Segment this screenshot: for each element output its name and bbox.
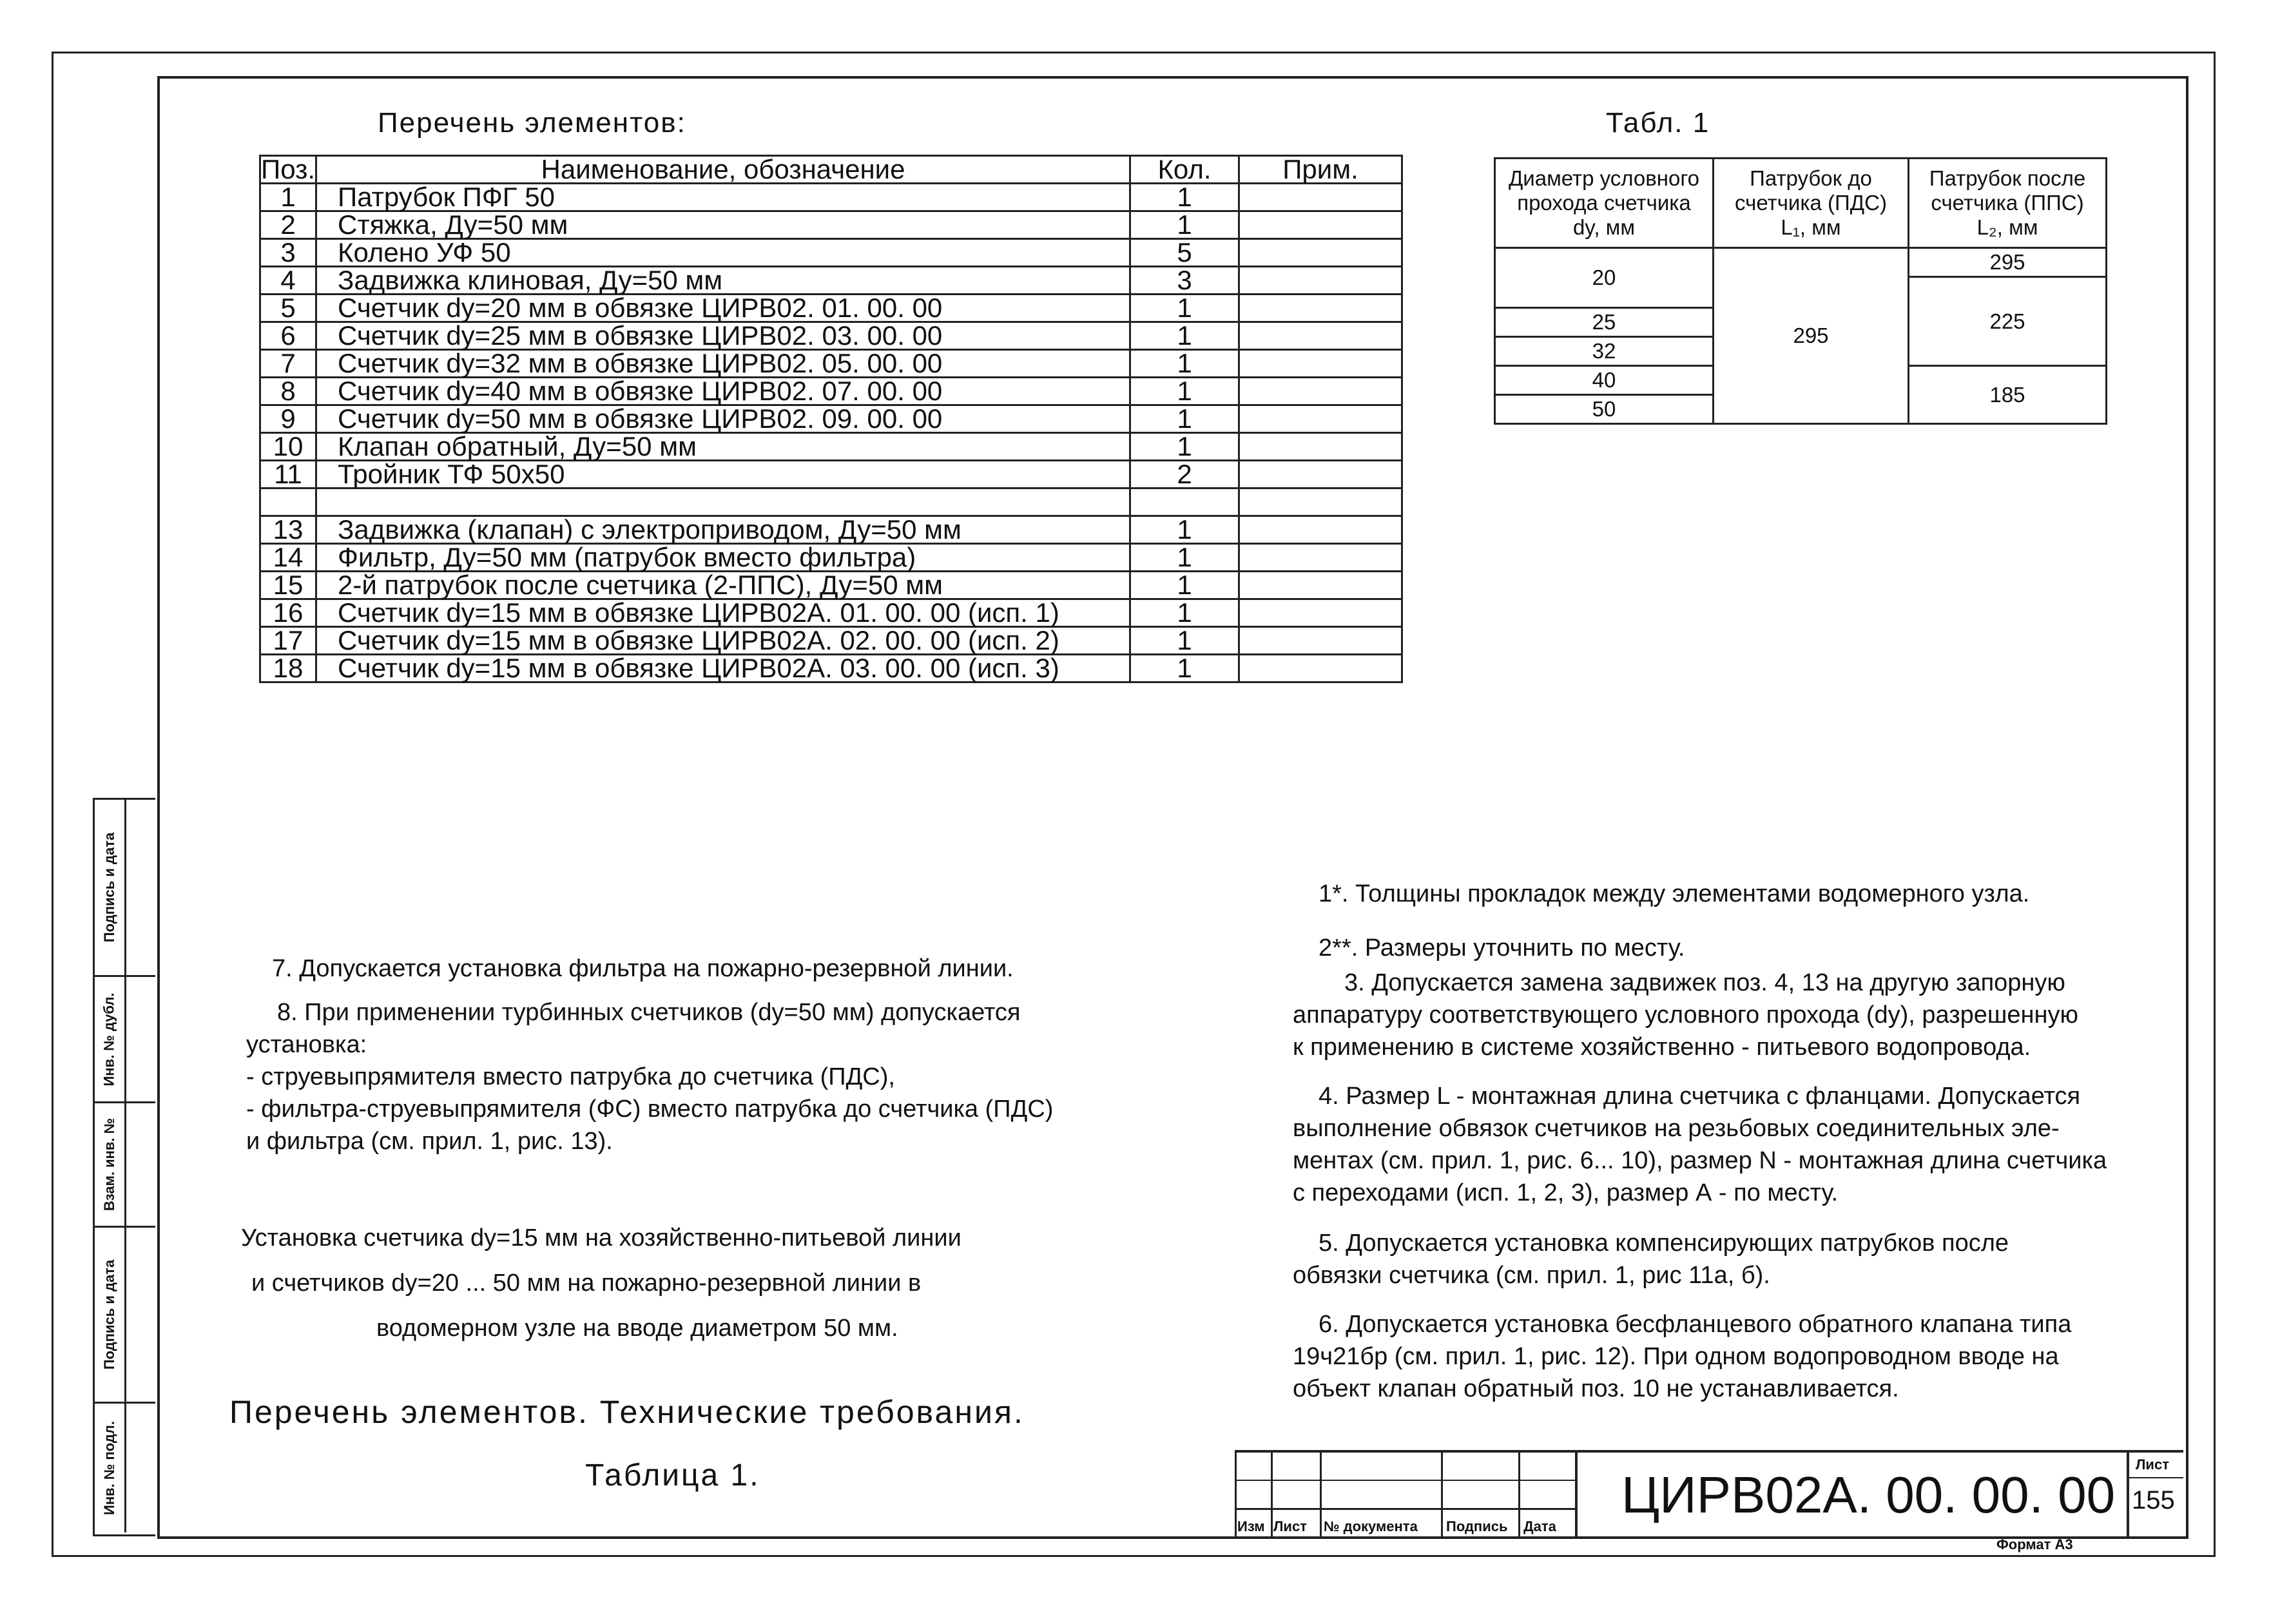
cell-qty: 1 <box>1130 572 1239 599</box>
t1-l1-cell: 295 <box>1714 248 1909 424</box>
note-8-line: и фильтра (см. прил. 1, рис. 13). <box>246 1128 613 1155</box>
table-row <box>260 295 1402 322</box>
cell-qty: 1 <box>1130 405 1239 433</box>
table-row <box>260 239 1402 267</box>
t1-dy-cell: 40 <box>1495 366 1714 395</box>
drawing-designation: ЦИРВ02А. 00. 00. 00 <box>1621 1466 2116 1523</box>
elements-heading: Перечень элементов: <box>378 107 686 139</box>
cell-pos: 7 <box>260 350 316 378</box>
cell-pos: 2 <box>260 211 316 239</box>
cell-qty: 1 <box>1130 184 1239 211</box>
stamp-caption: № документа <box>1324 1518 1418 1534</box>
t1-l2-cell: 225 <box>1909 277 2107 366</box>
note-8-line: - струевыпрямителя вместо патрубка до счетчика (ПДС), <box>246 1063 895 1090</box>
cell-name: Стяжка, Ду=50 мм <box>316 211 1130 239</box>
cell-pos: 15 <box>260 572 316 599</box>
table-row <box>260 405 1402 433</box>
cell-name: Задвижка клиновая, Ду=50 мм <box>316 267 1130 295</box>
footer-title: Перечень элементов. Технические требования. <box>229 1394 1025 1430</box>
table-row <box>260 599 1402 627</box>
note-6-line: объект клапан обратный поз. 10 не устанавливается. <box>1293 1375 1899 1402</box>
cell-name: Фильтр, Ду=50 мм (патрубок вместо фильтра) <box>316 544 1130 572</box>
cell-note <box>1239 627 1402 655</box>
note-4-line: выполнение обвязок счетчиков на резьбовых соединительных эле- <box>1293 1115 2060 1142</box>
cell-name: Счетчик dy=20 мм в обвязке ЦИРВ02. 01. 00. 00 <box>316 295 1130 322</box>
header-qty: Кол. <box>1130 156 1239 184</box>
cell-name: Счетчик dy=15 мм в обвязке ЦИРВ02А. 01. 00. 00 (исп. 1) <box>316 599 1130 627</box>
cell-name: Счетчик dy=32 мм в обвязке ЦИРВ02. 05. 00. 00 <box>316 350 1130 378</box>
cell-qty: 1 <box>1130 433 1239 461</box>
stamp-caption: Дата <box>1523 1518 1556 1534</box>
table-row <box>260 433 1402 461</box>
cell-note <box>1239 295 1402 322</box>
table-row <box>260 322 1402 350</box>
table-row <box>260 544 1402 572</box>
note-5: 5. Допускается установка компенсирующих патрубков после <box>1319 1230 2009 1257</box>
table-row <box>260 516 1402 544</box>
side-cell-inv-podl <box>95 1404 155 1532</box>
header-note: Прим. <box>1239 156 1402 184</box>
cell-qty: 2 <box>1130 461 1239 488</box>
cell-note <box>1239 655 1402 682</box>
note-8-line: установка: <box>246 1031 367 1058</box>
cell-name: Счетчик dy=40 мм в обвязке ЦИРВ02. 07. 00. 00 <box>316 378 1130 405</box>
note-6-line: 19ч21бр (см. прил. 1, рис. 12). При одном водопроводном вводе на <box>1293 1343 2059 1370</box>
cell-note <box>1239 322 1402 350</box>
caption-line: и счетчиков dy=20 ... 50 мм на пожарно-резервной линии в <box>251 1270 922 1297</box>
side-label: Подпись и дата <box>101 1259 117 1370</box>
note-8: 8. При применении турбинных счетчиков (dy=50 мм) допускается <box>277 999 1021 1026</box>
cell-note <box>1239 433 1402 461</box>
cell-pos <box>260 488 316 516</box>
cell-name: Счетчик dy=15 мм в обвязке ЦИРВ02А. 02. 00. 00 (исп. 2) <box>316 627 1130 655</box>
table-row <box>260 267 1402 295</box>
cell-note <box>1239 572 1402 599</box>
cell-note <box>1239 350 1402 378</box>
cell-name: Клапан обратный, Ду=50 мм <box>316 433 1130 461</box>
cell-note <box>1239 211 1402 239</box>
footer-subtitle: Таблица 1. <box>585 1458 760 1493</box>
paper-format: Формат А3 <box>1996 1536 2073 1552</box>
caption-line: водомерном узле на вводе диаметром 50 мм. <box>376 1315 898 1342</box>
sheet-label: Лист <box>2136 1456 2169 1473</box>
cell-note <box>1239 599 1402 627</box>
cell-name: Колено УФ 50 <box>316 239 1130 267</box>
stamp-caption: Лист <box>1273 1518 1307 1534</box>
cell-pos: 6 <box>260 322 316 350</box>
side-label: Взам. инв. № <box>101 1117 118 1212</box>
table-row <box>260 378 1402 405</box>
cell-qty: 1 <box>1130 322 1239 350</box>
cell-qty: 1 <box>1130 378 1239 405</box>
t1-header-l2: Патрубок после счетчика (ППС) L₂, мм <box>1909 159 2107 248</box>
cell-pos: 1 <box>260 184 316 211</box>
cell-pos: 16 <box>260 599 316 627</box>
table1-header <box>1495 159 2107 248</box>
header-pos: Поз. <box>261 154 315 184</box>
table-row <box>260 627 1402 655</box>
cell-name: Счетчик dy=25 мм в обвязке ЦИРВ02. 03. 00. 00 <box>316 322 1130 350</box>
side-label: Инв. № дубл. <box>101 992 117 1087</box>
cell-pos: 5 <box>260 295 316 322</box>
cell-pos: 10 <box>260 433 316 461</box>
cell-qty: 1 <box>1130 295 1239 322</box>
cell-pos: 13 <box>260 516 316 544</box>
cell-name: Тройник ТФ 50х50 <box>316 461 1130 488</box>
cell-pos: 9 <box>260 405 316 433</box>
cell-note <box>1239 405 1402 433</box>
t1-header-diameter: Диаметр условного прохода счетчика dy, мм <box>1495 159 1714 248</box>
note-3: 3. Допускается замена задвижек поз. 4, 13 на другую запорную <box>1344 969 2065 996</box>
cell-name: Счетчик dy=50 мм в обвязке ЦИРВ02. 09. 00. 00 <box>316 405 1130 433</box>
table-row <box>260 461 1402 488</box>
cell-note <box>1239 461 1402 488</box>
table-1 <box>1494 157 2107 425</box>
table-row <box>260 655 1402 682</box>
cell-name: Задвижка (клапан) с электроприводом, Ду=50 мм <box>316 516 1130 544</box>
sheet-number: 155 <box>2132 1486 2175 1514</box>
table1-heading: Табл. 1 <box>1606 107 1710 139</box>
cell-name: Счетчик dy=15 мм в обвязке ЦИРВ02А. 03. 00. 00 (исп. 3) <box>316 655 1130 682</box>
cell-pos: 14 <box>260 544 316 572</box>
cell-qty: 1 <box>1130 211 1239 239</box>
side-cell-sign-date <box>95 800 155 977</box>
cell-qty: 1 <box>1130 599 1239 627</box>
cell-qty: 5 <box>1130 239 1239 267</box>
t1-dy-cell: 32 <box>1495 337 1714 366</box>
cell-note <box>1239 544 1402 572</box>
cell-qty <box>1130 488 1239 516</box>
cell-pos: 3 <box>260 239 316 267</box>
note-4: 4. Размер L - монтажная длина счетчика с фланцами. Допускается <box>1319 1083 2081 1110</box>
note-3-line: аппаратуру соответствующего условного прохода (dy), разрешенную <box>1293 1001 2079 1029</box>
cell-note <box>1239 516 1402 544</box>
cell-note <box>1239 378 1402 405</box>
table-row <box>260 211 1402 239</box>
note-4-line: с переходами (исп. 1, 2, 3), размер А - по месту. <box>1293 1179 1839 1206</box>
cell-pos: 8 <box>260 378 316 405</box>
cell-note <box>1239 267 1402 295</box>
table-row <box>260 350 1402 378</box>
note-8-line: - фильтра-струевыпрямителя (ФС) вместо патрубка до счетчика (ПДС) <box>246 1096 1054 1123</box>
cell-name: 2-й патрубок после счетчика (2-ППС), Ду=50 мм <box>316 572 1130 599</box>
side-label: Подпись и дата <box>101 832 117 943</box>
header-name: Наименование, обозначение <box>316 156 1130 184</box>
title-block <box>1235 1450 2183 1536</box>
cell-name <box>316 488 1130 516</box>
side-cell-inv-dubl <box>95 977 155 1103</box>
cell-pos: 4 <box>260 267 316 295</box>
cell-pos: 17 <box>260 627 316 655</box>
table-row <box>260 572 1402 599</box>
table-row <box>260 488 1402 516</box>
cell-qty: 1 <box>1130 544 1239 572</box>
cell-qty: 1 <box>1130 655 1239 682</box>
caption-line: Установка счетчика dy=15 мм на хозяйственно-питьевой линии <box>241 1224 961 1252</box>
cell-note <box>1239 239 1402 267</box>
cell-qty: 1 <box>1130 350 1239 378</box>
note-1: 1*. Толщины прокладок между элементами водомерного узла. <box>1319 880 2030 907</box>
stamp-caption: Подпись <box>1446 1518 1508 1534</box>
note-4-line: ментах (см. прил. 1, рис. 6... 10), размер N - монтажная длина счетчика <box>1293 1147 2107 1174</box>
cell-pos: 18 <box>260 655 316 682</box>
table-row <box>260 184 1402 211</box>
cell-note <box>1239 488 1402 516</box>
cell-qty: 3 <box>1130 267 1239 295</box>
note-6: 6. Допускается установка бесфланцевого обратного клапана типа <box>1319 1311 2072 1338</box>
note-5-line: обвязки счетчика (см. прил. 1, рис 11а, б). <box>1293 1262 1770 1289</box>
note-3-line: к применению в системе хозяйственно - питьевого водопровода. <box>1293 1034 2031 1061</box>
cell-qty: 1 <box>1130 516 1239 544</box>
t1-l2-cell: 185 <box>1909 366 2107 424</box>
stamp-caption: Изм <box>1237 1518 1265 1534</box>
cell-qty: 1 <box>1130 627 1239 655</box>
cell-name: Патрубок ПФГ 50 <box>316 184 1130 211</box>
side-cell-sign-date-2 <box>95 1228 155 1404</box>
side-stamp <box>93 798 155 1536</box>
note-7: 7. Допускается установка фильтра на пожарно-резервной линии. <box>272 955 1014 982</box>
side-label: Инв. № подл. <box>101 1421 118 1515</box>
t1-l2-cell: 295 <box>1909 248 2107 277</box>
cell-note <box>1239 184 1402 211</box>
elements-table-header <box>260 156 1402 184</box>
t1-dy-cell: 25 <box>1495 308 1714 337</box>
note-2: 2**. Размеры уточнить по месту. <box>1319 934 1685 962</box>
t1-dy-cell: 50 <box>1495 395 1714 424</box>
t1-header-l1: Патрубок до счетчика (ПДС) L₁, мм <box>1714 159 1909 248</box>
elements-table <box>259 155 1403 683</box>
side-cell-vzam-inv <box>95 1103 155 1228</box>
t1-dy-cell: 20 <box>1495 248 1714 308</box>
cell-pos: 11 <box>260 461 316 488</box>
